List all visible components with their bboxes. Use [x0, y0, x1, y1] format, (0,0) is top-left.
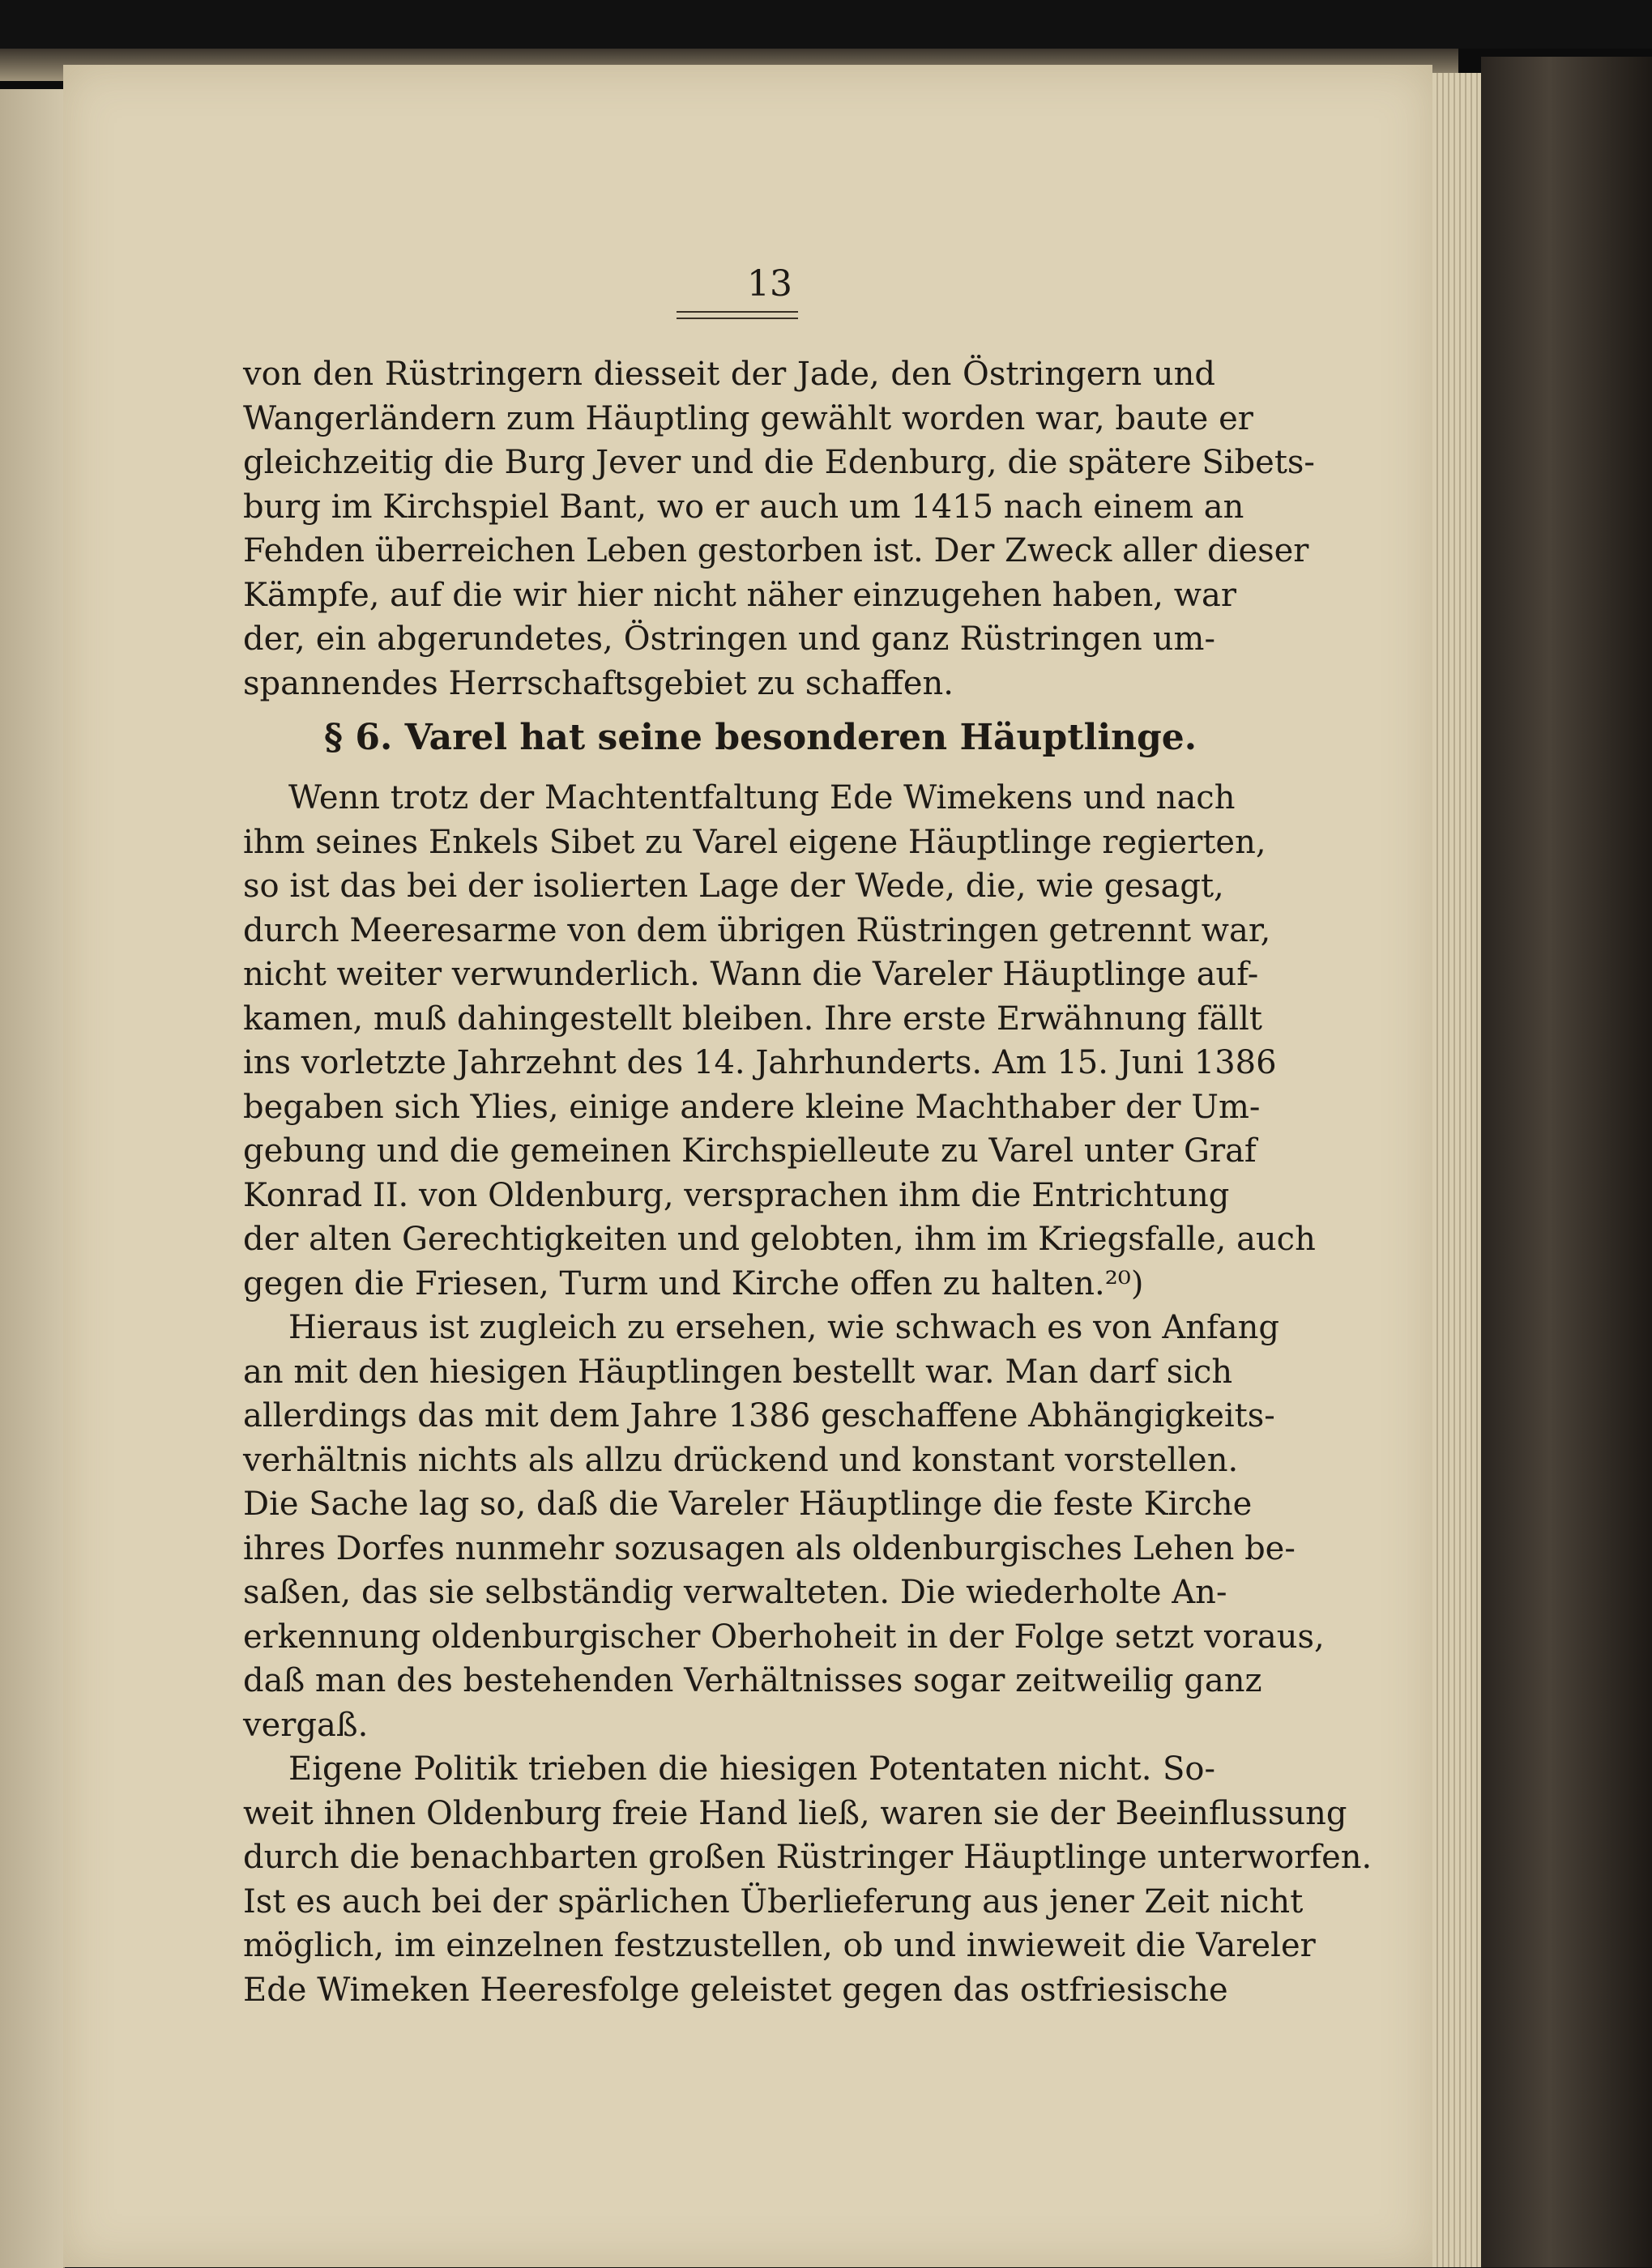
text-line: weit ihnen Oldenburg freie Hand ließ, waren sie der Beeinflussung [243, 1794, 1347, 1832]
text-line: daß man des bestehenden Verhältnisses sogar zeitweilig ganz [243, 1662, 1262, 1699]
text-line: durch Meeresarme von dem übrigen Rüstringen getrennt war, [243, 911, 1271, 949]
text-line: Ist es auch bei der spärlichen Überlieferung aus jener Zeit nicht [243, 1882, 1304, 1921]
text-line: gegen die Friesen, Turm und Kirche offen zu halten.²⁰) [243, 1264, 1144, 1302]
text-line: erkennung oldenburgischer Oberhoheit in der Folge setzt voraus, [243, 1618, 1325, 1656]
text-line: gebung und die gemeinen Kirchspielleute zu Varel unter Graf [243, 1132, 1257, 1170]
book-cover-edge [1481, 57, 1652, 2267]
paragraph-3 [243, 1306, 1325, 1747]
page-number-rule [677, 311, 798, 319]
section-heading: § 6. Varel hat seine besonderen Häuptlinge. [324, 717, 1197, 758]
text-line: ins vorletzte Jahrzehnt des 14. Jahrhunderts. Am 15. Juni 1386 [243, 1044, 1277, 1081]
text-line: Hieraus ist zugleich zu ersehen, wie schwach es von Anfang [288, 1309, 1279, 1346]
text-line: saßen, das sie selbständig verwalteten. Die wiederholte An- [243, 1574, 1227, 1611]
text-line: burg im Kirchspiel Bant, wo er auch um 1415 nach einem an [243, 488, 1244, 526]
text-line: der alten Gerechtigkeiten und gelobten, ihm im Kriegsfalle, auch [243, 1221, 1316, 1258]
text-line: kamen, muß dahingestellt bleiben. Ihre erste Erwähnung fällt [243, 1000, 1262, 1038]
paragraph-4 [243, 1747, 1372, 2012]
text-line: vergaß. [243, 1706, 369, 1744]
text-line: möglich, im einzelnen festzustellen, ob und inwieweit die Vareler [243, 1927, 1316, 1964]
text-line: an mit den hiesigen Häuptlingen bestellt war. Man darf sich [243, 1353, 1233, 1391]
text-line: so ist das bei der isolierten Lage der Wede, die, wie gesagt, [243, 868, 1224, 905]
text-line: begaben sich Ylies, einige andere kleine Machthaber der Um- [243, 1088, 1261, 1126]
text-line: Ede Wimeken Heeresfolge geleistet gegen das ostfriesische [243, 1971, 1228, 2009]
text-line: Fehden überreichen Leben gestorben ist. Der Zweck aller dieser [243, 532, 1309, 569]
text-line: Kämpfe, auf die wir hier nicht näher einzugehen haben, war [243, 576, 1236, 614]
text-line: verhältnis nichts als allzu drückend und konstant vorstellen. [243, 1441, 1239, 1479]
text-line: gleichzeitig die Burg Jever und die Edenburg, die spätere Sibets- [243, 444, 1315, 481]
page-number: 13 [747, 263, 792, 305]
text-line: nicht weiter verwunderlich. Wann die Vareler Häuptlinge auf- [243, 956, 1259, 993]
text-line: ihm seines Enkels Sibet zu Varel eigene Häuptlinge regierten, [243, 823, 1266, 861]
text-line: Die Sache lag so, daß die Vareler Häuptlinge die feste Kirche [243, 1486, 1253, 1523]
text-line: der, ein abgerundetes, Östringen und ganz Rüstringen um- [243, 620, 1215, 658]
paragraph-1 [243, 352, 1315, 706]
text-line: Wenn trotz der Machtentfaltung Ede Wimekens und nach [288, 779, 1236, 816]
text-line: von den Rüstringern diesseit der Jade, den Östringern und [243, 356, 1215, 393]
left-page-edge [0, 89, 65, 2268]
text-line: Eigene Politik trieben die hiesigen Potentaten nicht. So- [288, 1750, 1215, 1788]
text-line: spannendes Herrschaftsgebiet zu schaffen. [243, 664, 954, 702]
text-line: ihres Dorfes nunmehr sozusagen als oldenburgisches Lehen be- [243, 1529, 1296, 1567]
text-line: durch die benachbarten großen Rüstringer Häuptlinge unterworfen. [243, 1839, 1372, 1876]
text-line: Wangerländern zum Häuptling gewählt worden war, baute er [243, 399, 1253, 437]
text-line: allerdings das mit dem Jahre 1386 geschaffene Abhängigkeits- [243, 1397, 1275, 1435]
text-line: Konrad II. von Oldenburg, versprachen ihm die Entrichtung [243, 1176, 1230, 1214]
paragraph-2 [243, 776, 1316, 1306]
page-stack-edges [1432, 73, 1481, 2267]
